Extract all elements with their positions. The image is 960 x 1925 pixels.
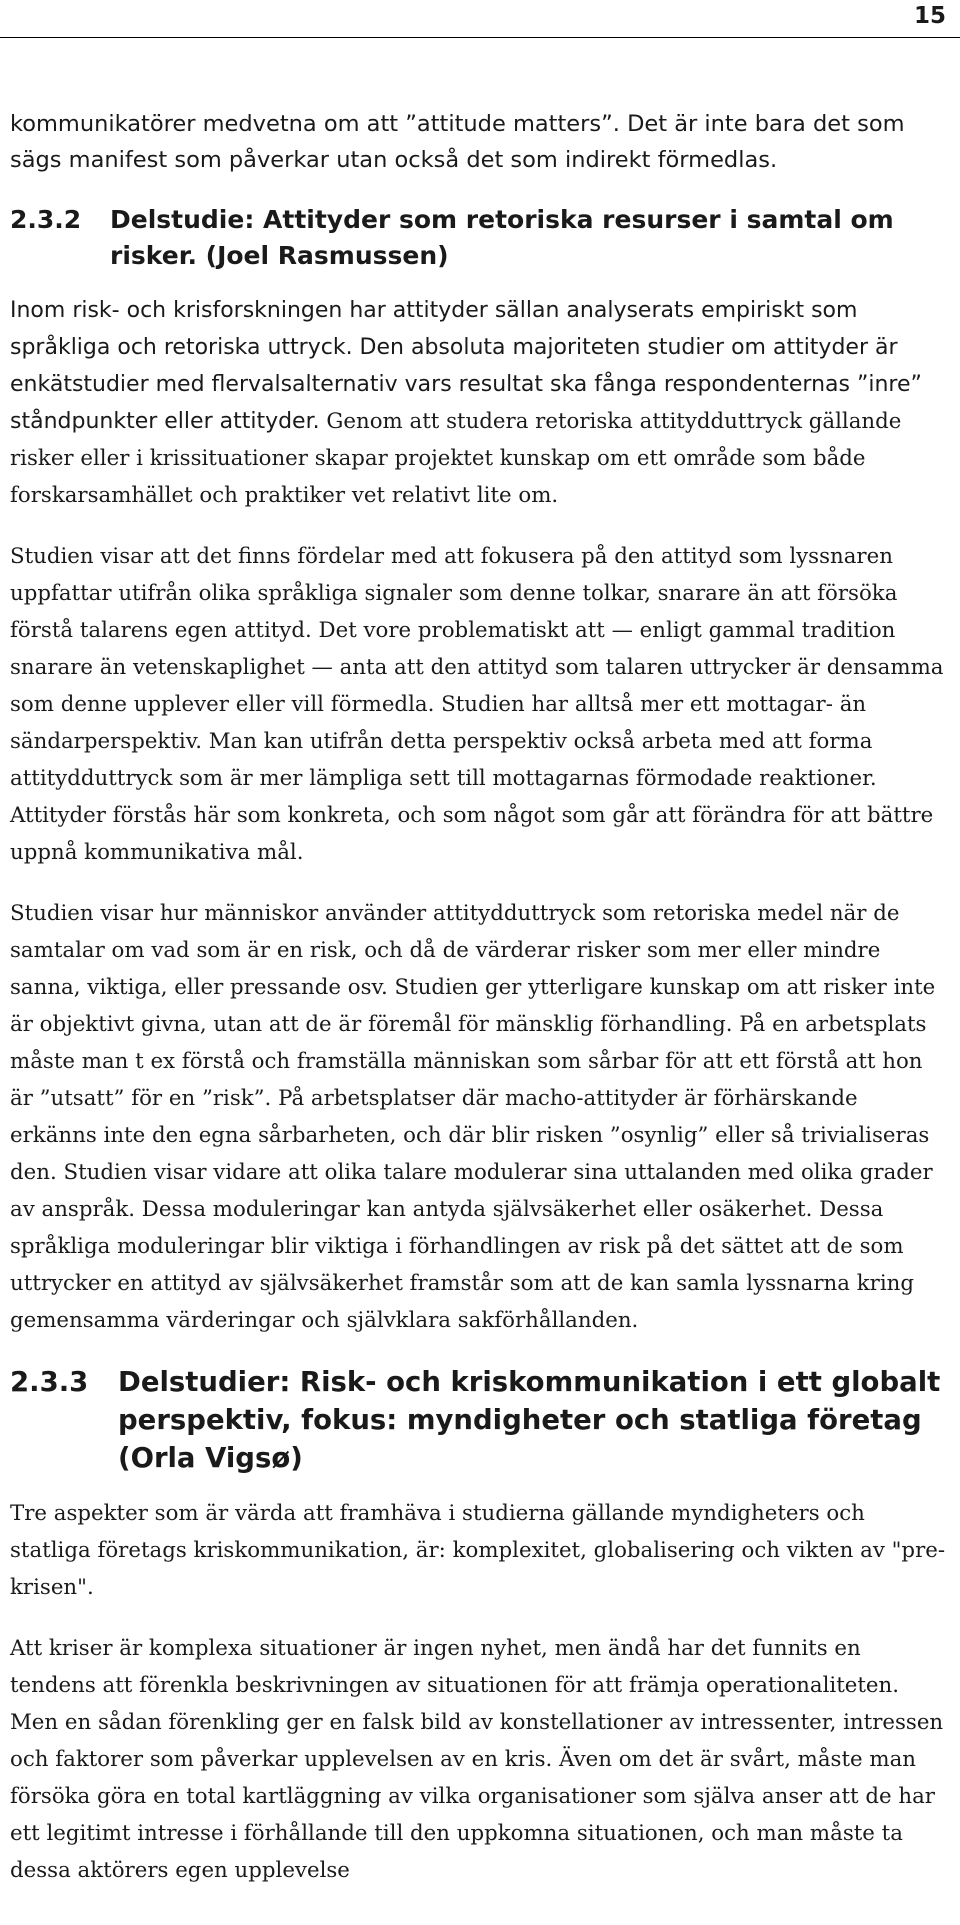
section-number: 2.3.3 — [10, 1366, 89, 1398]
section-2-3-3-paragraph-2: Att kriser är komplexa situationer är ingen nyhet, men ändå har det funnits en tendens att förenkla beskrivningen av situationen för att främja operationaliteten. Men en sådan förenkling ger en falsk bild av konstellationer av intressenter, intressen och faktorer som påverkar upplevelsen av en kris. Även om det är svårt, måste man försöka göra en total kartläggning av vilka organisationer som själva anser att de har ett legitimt intresse i förhållande till den uppkomna situationen, och man måste ta dessa aktörers egen upplevelse — [10, 1636, 944, 1883]
section-2-3-2-paragraph-2: Studien visar att det finns fördelar med att fokusera på den attityd som lyssnaren uppfattar utifrån olika språkliga signaler som denne tolkar, snarare än att försöka förstå talarens egen attityd. Det vore problematiskt att — enligt gammal tradition snarare än vetenskaplighet — anta att den attityd som talaren uttrycker är densamma som denne upplever eller vill förmedla. Studien har alltså mer ett mottagar- än sändarperspektiv. Man kan utifrån detta perspektiv också arbeta med att forma attitydduttryck som är mer lämpliga sett till mottagarnas förmodade reaktioner. Attityder förstås här som konkreta, och som något som går att förändra för att bättre uppnå kommunikativa mål. — [10, 544, 944, 865]
paragraph-sans-part: Inom risk- och krisforskningen har attityder sällan analyserats empiriskt som språkliga och retoriska uttryck. Den absoluta majoriteten studier om attityder är enkätstudier med flervalsalternativ vars resultat ska fånga respondenternas ”inre” ståndpunkter eller attityder. — [10, 298, 922, 434]
paragraph-continued: kommunikatörer medvetna om att ”attitude matters”. Det är inte bara det som sägs manifest som påverkar utan också det som indirekt förmedlas. — [10, 111, 905, 173]
section-number: 2.3.2 — [10, 205, 82, 234]
page-number: 15 — [913, 3, 946, 29]
section-heading-2-3-3 — [10, 1363, 946, 1477]
paragraph-serif-part: Genom att studera retoriska attitydduttryck gällande risker eller i krissituationer skapar projektet kunskap om ett område som både forskarsamhället och praktiker vet relativt lite om. — [10, 409, 902, 508]
header-rule — [0, 37, 960, 38]
section-2-3-2-paragraph-3: Studien visar hur människor använder attitydduttryck som retoriska medel när de samtalar om vad som är en risk, och då de värderar risker som mer eller mindre sanna, viktiga, eller pressande osv. Studien ger ytterligare kunskap om att risker inte är objektivt givna, utan att de är föremål för mänsklig förhandling. På en arbetsplats måste man t ex förstå och framställa människan som sårbar för att ett förstå att hon är ”utsatt” för en ”risk”. På arbetsplatser där macho-attityder är förhärskande erkänns inte den egna sårbarheten, och där blir risken ”osynlig” eller så trivialiseras den. Studien visar vidare att olika talare modulerar sina uttalanden med olika grader av anspråk. Dessa moduleringar kan antyda självsäkerhet eller osäkerhet. Dessa språkliga moduleringar blir viktiga i förhandlingen av risk på det sättet att de som uttrycker en attityd av självsäkerhet framstår som att de kan samla lyssnarna kring gemensamma värderingar och självklara sakförhållanden. — [10, 901, 936, 1333]
section-title: Delstudier: Risk- och kriskommunikation i ett globalt perspektiv, fokus: myndigheter och statliga företag (Orla Vigsø) — [118, 1366, 941, 1474]
section-2-3-3-paragraph-1: Tre aspekter som är värda att framhäva i studierna gällande myndigheters och statliga företags kriskommunikation, är: komplexitet, globalisering och vikten av "pre-krisen". — [10, 1501, 946, 1600]
section-2-3-2-paragraph-1 — [10, 292, 946, 514]
document-body — [10, 106, 946, 1889]
section-title: Delstudie: Attityder som retoriska resurser i samtal om risker. (Joel Rasmussen) — [110, 205, 894, 270]
section-heading-2-3-2 — [10, 202, 946, 274]
